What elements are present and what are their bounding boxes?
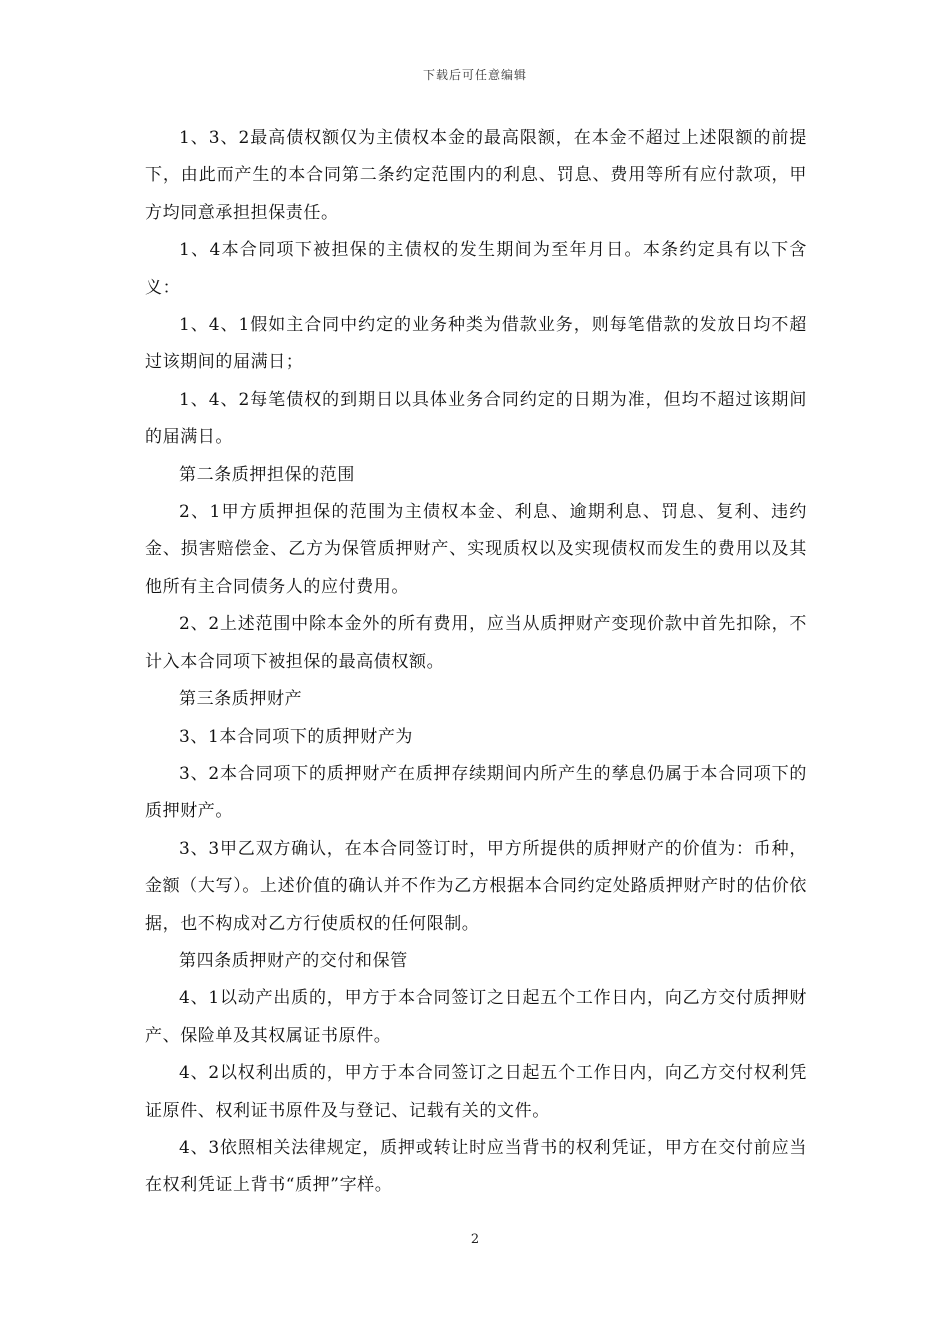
paragraph: 4、3依照相关法律规定，质押或转让时应当背书的权利凭证，甲方在交付前应当在权利凭证上背书“质押”字样。 <box>145 1137 807 1196</box>
paragraph: 1、4、2每笔债权的到期日以具体业务合同约定的日期为准，但均不超过该期间的届满日。 <box>145 389 807 448</box>
section-heading: 第三条质押财产 <box>179 689 303 710</box>
paragraph: 3、1本合同项下的质押财产为 <box>179 726 414 747</box>
paragraph: 1、4本合同项下被担保的主债权的发生期间为至年月日。本条约定具有以下含义： <box>145 240 807 298</box>
page-header: 下载后可任意编辑 <box>422 68 527 82</box>
paragraph: 3、2本合同项下的质押财产在质押存续期间内所产生的孳息仍属于本合同项下的质押财产。 <box>145 763 807 822</box>
paragraph: 1、4、1假如主合同中约定的业务种类为借款业务，则每笔借款的发放日均不超过该期间的届满日； <box>145 315 807 373</box>
paragraph: 2、2上述范围中除本金外的所有费用，应当从质押财产变现价款中首先扣除，不计入本合同项下被担保的最高债权额。 <box>145 614 807 672</box>
page-number: 2 <box>470 1232 480 1247</box>
paragraph: 1、3、2最高债权额仅为主债权本金的最高限额，在本金不超过上述限额的前提下，由此而产生的本合同第二条约定范围内的利息、罚息、费用等所有应付款项，甲方均同意承担担保责任。 <box>145 128 807 223</box>
document-body <box>145 120 807 1205</box>
section-heading: 第二条质押担保的范围 <box>179 464 355 485</box>
paragraph: 4、2以权利出质的，甲方于本合同签订之日起五个工作日内，向乙方交付权利凭证原件、权利证书原件及与登记、记载有关的文件。 <box>145 1063 807 1121</box>
paragraph: 3、3甲乙双方确认，在本合同签订时，甲方所提供的质押财产的价值为：币种，金额（大写）。上述价值的确认并不作为乙方根据本合同约定处路质押财产时的估价依据，也不构成对乙方行使质权的任何限制。 <box>145 838 807 934</box>
section-heading: 第四条质押财产的交付和保管 <box>179 950 408 971</box>
paragraph: 2、1甲方质押担保的范围为主债权本金、利息、逾期利息、罚息、复利、违约金、损害赔偿金、乙方为保管质押财产、实现质权以及实现债权而发生的费用以及其他所有主合同债务人的应付费用。 <box>145 502 807 597</box>
paragraph: 4、1以动产出质的，甲方于本合同签订之日起五个工作日内，向乙方交付质押财产、保险单及其权属证书原件。 <box>145 988 807 1046</box>
